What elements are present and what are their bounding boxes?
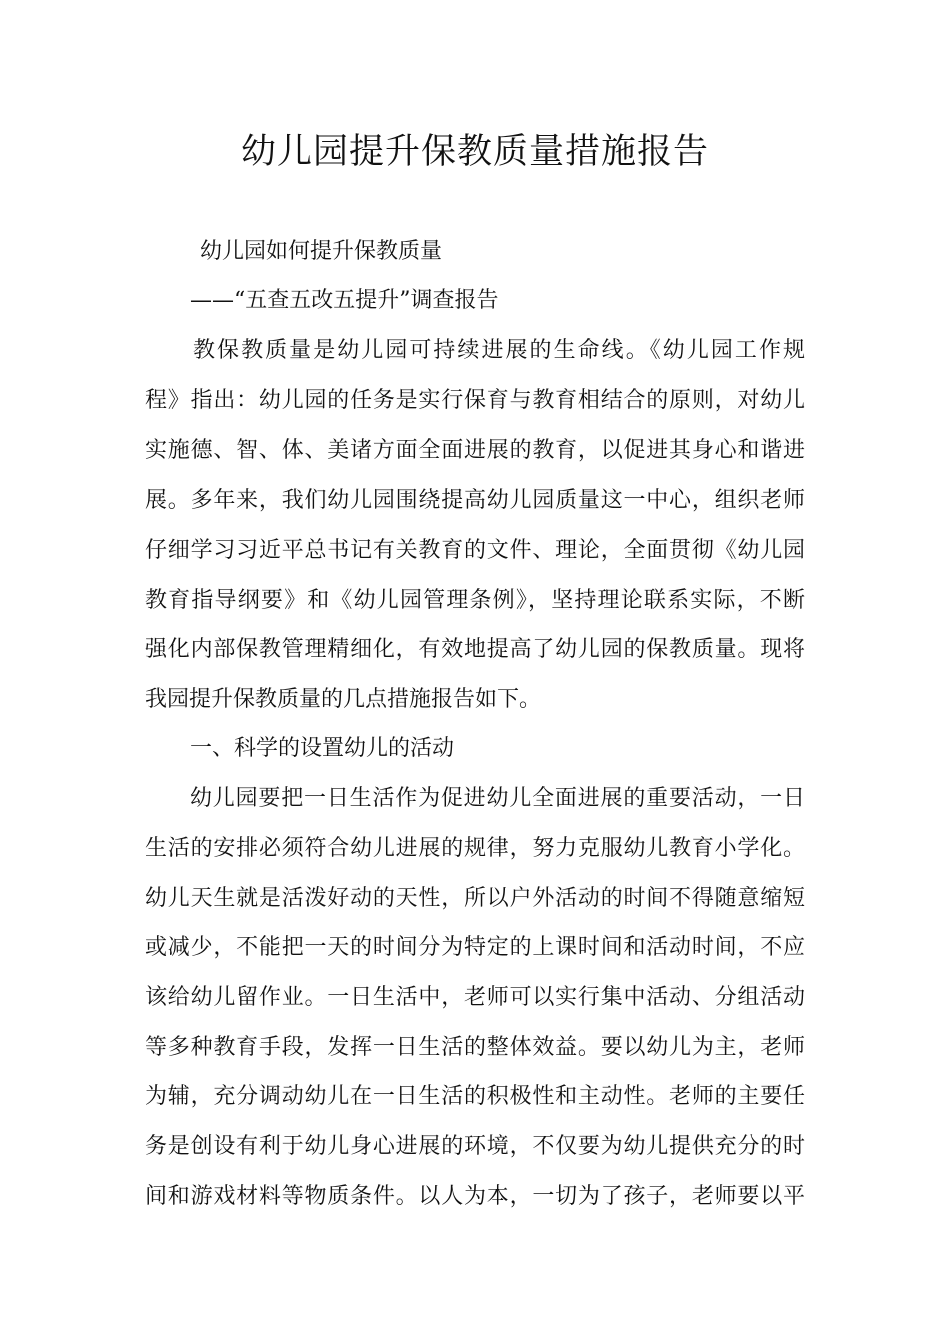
paragraph-line: 教育指导纲要》和《幼儿园管理条例》，坚持理论联系实际，不断 [145, 588, 805, 613]
paragraph-line: 务是创设有利于幼儿身心进展的环境，不仅要为幼儿提供充分的时 [145, 1134, 805, 1159]
section-heading: 一、科学的设置幼儿的活动 [190, 736, 455, 761]
paragraph-line: 幼儿天生就是活泼好动的天性，所以户外活动的时间不得随意缩短 [145, 886, 805, 911]
paragraph-line: 程》指出：幼儿园的任务是实行保育与教育相结合的原则，对幼儿 [145, 388, 805, 413]
document-title: 幼儿园提升保教质量措施报告 [240, 132, 709, 172]
paragraph-line: 仔细学习习近平总书记有关教育的文件、理论，全面贯彻《幼儿园 [145, 538, 805, 563]
paragraph-line: 生活的安排必须符合幼儿进展的规律，努力克服幼儿教育小学化。 [145, 836, 805, 861]
paragraph-line: 间和游戏材料等物质条件。以人为本，一切为了孩子，老师要以平 [145, 1184, 805, 1209]
paragraph-line: 展。多年来，我们幼儿园围绕提高幼儿园质量这一中心，组织老师 [145, 488, 805, 513]
paragraph-line: 或减少，不能把一天的时间分为特定的上课时间和活动时间，不应 [145, 935, 805, 960]
paragraph-line: 强化内部保教管理精细化，有效地提高了幼儿园的保教质量。现将 [145, 637, 805, 662]
subtitle: 幼儿园如何提升保教质量 [200, 239, 443, 264]
paragraph-line: 实施德、智、体、美诸方面全面进展的教育，以促进其身心和谐进 [145, 438, 805, 463]
paragraph-line: 等多种教育手段，发挥一日生活的整体效益。要以幼儿为主，老师 [145, 1035, 805, 1060]
paragraph-line: 我园提升保教质量的几点措施报告如下。 [145, 687, 542, 712]
paragraph-line: 为辅，充分调动幼儿在一日生活的积极性和主动性。老师的主要任 [145, 1084, 805, 1109]
paragraph-line: 该给幼儿留作业。一日生活中，老师可以实行集中活动、分组活动 [145, 985, 805, 1010]
subtitle-report: ——“五查五改五提升”调查报告 [190, 288, 499, 313]
paragraph-line: 教保教质量是幼儿园可持续进展的生命线。《幼儿园工作规 [193, 338, 805, 363]
paragraph-line: 幼儿园要把一日生活作为促进幼儿全面进展的重要活动，一日 [190, 786, 805, 811]
